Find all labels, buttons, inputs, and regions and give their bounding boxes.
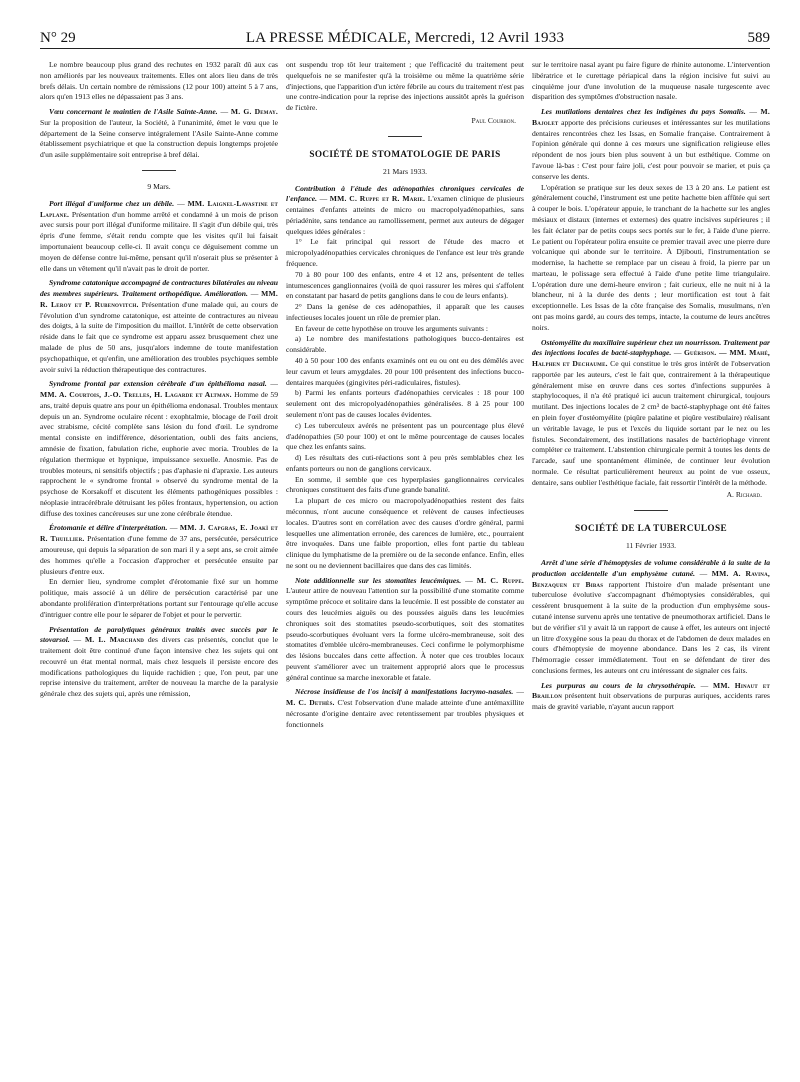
communication: Vœu concernant le maintien de l'Asile Sainte-Anne. — M. G. Demay. Sur la proposition de l'auteur, la Société, à l'unanimité, émet le vœu que le département de la Seine conserve intégralement l'Asile Sainte-Anne comme établissement psychiatrique et que la construction depuis longtemps projetée d'un asile supplémentaire soit entreprise à bref délai. <box>40 107 278 160</box>
paragraph-text: 40 à 50 pour 100 des enfants examinés ont eu ou ont eu des démêlés avec leur cavum et leurs amygdales. 20 pour 100 présentent des infections bucco-dentaires marquées (gingivites péri-radiculaires, fistules). <box>286 356 524 387</box>
article-paragraph <box>40 577 278 620</box>
paragraph-text: d) Les résultats des cuti-réactions sont à peu près semblables chez les enfants porteurs ou non de ganglions cervicaux. <box>286 453 524 473</box>
paragraph-text: présentent huit observations de purpuras auriques, accidents rares mais de gravité variable, n'ayant aucun rapport <box>532 691 770 712</box>
communication-title: Ostéomyélite du maxillaire supérieur chez un nourrisson. Traitement par des injections locales de bacté-staphyphage. <box>532 337 770 358</box>
communication-title: Vœu concernant le maintien de l'Asile Sainte-Anne. <box>49 107 218 117</box>
paragraph-text: 70 à 80 pour 100 des enfants, entre 4 et 12 ans, présentent de telles intumescences ganglionnaires (voilà de quoi rassurer les mères qui s'affolent en constatant par hasard de petits ganglions dans le cou de leurs enfants). <box>286 269 524 301</box>
communication: Port illégal d'uniforme chez un débile. — MM. Laignel-Lavastine et Laplane. Présentation d'un homme arrêté et condamné à un mois de prison avec sursis pour port illégal d'uniforme militaire. Il s'agit d'un débile qui, très épris d'une femme, s'était rendu compte que les visites qu'il lui faisait importunaient beaucoup celle-ci. Il avait conçu ce déguisement comme un moyen de défense contre lui-même, pensant qu'il n'oserait plus se présenter à elle dans un vêtement qu'il n'avait pas le droit de porter. <box>40 198 278 273</box>
article-paragraph <box>40 60 278 103</box>
communication-title: Nécrose insidieuse de l'os incisif à manifestations lacrymo-nasales. <box>295 687 514 697</box>
communication: Syndrome catatonique accompagné de contractures bilatérales au niveau des membres supérieurs. Traitement orthopédique. Amélioration. — MM. R. Leroy et P. Rubenovitch. Présentation d'une malade qui, au cours de l'évolution d'un syndrome catatonique, est atteinte de contractures au niveau des doigts, à la suite de l'imposition du maillot. L'intérêt de cette observation réside dans le fait que ce syndrome est apparu assez brusquement chez une malade de plus de 50 ans, jusqu'alors indemne de toute manifestation psychopathique, et qu'enfin, une amélioration des troubles psychiques semble avoir suivi la réduction thérapeutique des contractures. <box>40 278 278 374</box>
communication-authors: MM. R. Leroy et P. Rubenovitch. <box>40 289 278 309</box>
paragraph-text: Ce qui constitue le très gros intérêt de l'observation rapportée par les auteurs, c'est le fait que, contrairement à la thérapeutique généralement mise en œuvre dans ces sortes d'infections suppurées à staphylocoques, il n'a été pratiqué ici aucun traitement chirurgical, toujours mutilant. Des injections locales de 2 cm³ de bacté-staphyphage ont été faites en plein foyer d'ostéomyélite (piqûre palatine et piqûre vestibulaire) réalisant un véritable lavage, le pus et l'excès du liquide sortant par le nez ou les fistules. Secondairement, des instillations nasales de bactériophage vinrent compléter ce traitement. L'abstention chirurgicale permit à toutes les dents de l'arcade, sauf une spontanément éliminée, de continuer leur évolution normale. Ce résultat particulièrement heureux au point de vue osseux, dentaire, sans oublier l'esthétique faciale, fait ressortir l'intérêt de la méthode. <box>532 359 770 487</box>
session-date: 11 Février 1933. <box>625 541 677 551</box>
report-signature: A. Richard. <box>726 490 762 500</box>
paragraph-text: a) Le nombre des manifestations pathologiques bucco-dentaires est considérable. <box>286 334 524 355</box>
paragraph-text: Le nombre beaucoup plus grand des rechutes en 1932 paraît dû aux cas non améliorés par les nouveaux traitements. Elles ont alors lieu dans de très brefs délais. Un certain nombre de rémissions (12 pour 100) atteint 5 à 7 ans, alors qu'en 1913 elles ne dépassaient pas 3 ans. <box>40 60 278 102</box>
article-paragraph <box>286 237 524 269</box>
paragraph-text: En somme, il semble que ces hyperplasies ganglionnaires cervicales chroniques constituent des faits d'une grande banalité. <box>286 474 524 495</box>
article-paragraph <box>286 475 524 497</box>
communication-title: Syndrome frontal par extension cérébrale d'un épithélioma nasal. <box>49 379 267 389</box>
paragraph-text: 1° Le fait principal qui ressort de l'étude des macro et micropolyadénopathies cervicales chroniques de l'enfance est leur très grande fréquence. <box>286 237 524 268</box>
section-divider <box>142 170 176 171</box>
paragraph-text: c) Les tuberculeux avérés ne présentent pas un pourcentage plus élevé d'adénopathies (50 pour 100) et ont le même pourcentage de causes locales que chez les enfants sains. <box>286 420 524 452</box>
paragraph-text: Présentation d'une malade qui, au cours de l'évolution d'un syndrome catatonique, est atteinte de contractures au niveau des doigts, à la suite de l'imposition du maillot. L'intérêt de cette observation réside dans le fait que ce syndrome est apparu assez brusquement chez une malade de plus de 50 ans, jusqu'alors indemne de toute manifestation psychopathique, et qu'enfin, une amélioration des troubles psychiques semble avoir suivi la réduction thérapeutique des contractures. <box>40 299 278 374</box>
communication-authors: MM. Hinaut et Braillon <box>532 680 770 701</box>
paragraph-text: ont suspendu trop tôt leur traitement ; que l'efficacité du traitement peut quelquefois ne se manifester qu'à la troisième ou même la quatrième série d'injections, que l'apparition d'un ictère fébrile au cours du traitement n'est pas une contre-indication pour la reprise des injections aussitôt après la guérison de l'ictère. <box>286 60 524 113</box>
article-paragraph <box>286 421 524 453</box>
article-paragraph <box>286 60 524 114</box>
paragraph-text: En faveur de cette hypothèse on trouve les arguments suivants : <box>295 323 489 333</box>
section-divider <box>388 136 422 137</box>
paragraph-text: Homme de 59 ans, traité depuis quatre ans pour un épithélioma endonasal. Troubles mentaux depuis un an. Syndrome oculaire récent : exophtalmie, blocage de l'œil droit avec strabisme, cécité complète sans lésion du fond d'œil. Le syndrome mental consiste en indifférence, désorientation, oubli des faits anciens, amnésie de fixation, fabulation riche, euphorie avec moria. Troubles de la régulation thermique et hypnique, impuissance sexuelle. Anosmie. Pas de troubles moteurs, ni sensitifs objectifs ; pas d'aphasie ni d'apraxie. Les auteurs rapprochent le « syndrome frontal » observé du syndrome mental de la psychose de Korsakoff et discutent les éléments pathogéniques possibles : néoplasie intracérébrale détruisant les pôles frontaux, hypertension, ou action diffuse des toxines cancéreuses sur une zone cérébrale étendue. <box>40 390 278 518</box>
column-right <box>532 60 770 1065</box>
column-left <box>40 60 278 1065</box>
communication-authors: MM. C. Ruppe et R. Marie. <box>329 194 426 204</box>
communication: Contribution à l'étude des adénopathies chroniques cervicales de l'enfance. — MM. C. Ruppe et R. Marie. L'examen clinique de plusieurs centaines d'enfants atteints de micro ou macropolyadénopathies, sans périadénite, sans tendance au ramollissement, permet aux auteurs de dégager quelques idées générales : <box>286 183 524 236</box>
paragraph-text: L'auteur attire de nouveau l'attention sur la possibilité d'une stomatite comme symptôme précoce et solitaire dans la leucémie. Il est possible de constater au cours des leucémies aiguës ou des poussées aiguës dans les leucémies chroniques soit des stomatites pseudo-scorbutiques, soit des stomatites pseudo-scorbutiques évoluant vers la forme ulcéro-membraneuse, soit des stomatites d'emblée ulcéro-membraneuses. Ceci confirme le polymorphisme des lésions buccales dans cette affection. À noter que ces troubles locaux peuvent s'améliorer avec un traitement approprié alors que le processus général continue sa marche inexorable et fatale. <box>286 586 524 682</box>
communication: Les mutilations dentaires chez les indigènes du pays Somalis. — M. Bajolet apporte des précisions curieuses et intéressantes sur les mutilations dentaires rencontrées chez les Issas, en Somalie française. Contrairement à l'opinion générale qui donne à ces mœurs une signification religieuse elles répondent de nos jours bien plus souvent à un but esthétique. Comme on l'avoue là-bas : C'est pour faire joli, c'est pour pouvoir se marier, et puis ça conserve les dents. <box>532 107 770 181</box>
article-paragraph <box>286 453 524 475</box>
paragraph-text: Présentation d'une femme de 37 ans, persécutée, persécutrice amoureuse, qui depuis la séparation de son mari il y a sept ans, se croit aimée des hommes qu'elle a l'occasion d'approcher et persécutée ensuite par plusieurs d'entre eux. <box>40 534 278 576</box>
article-paragraph <box>532 60 770 103</box>
communication-authors: M. C. Dethès. <box>286 698 335 708</box>
article-paragraph <box>286 302 524 324</box>
communication: Note additionnelle sur les stomatites leucémiques. — M. C. Ruppe. L'auteur attire de nouveau l'attention sur la possibilité d'une stomatite comme symptôme précoce et solitaire dans la leucémie. Il est possible de constater au cours des leucémies aiguës ou des poussées aiguës dans les leucémies chroniques soit des stomatites pseudo-scorbutiques, soit des stomatites pseudo-scorbutiques évoluant vers la forme ulcéro-membraneuse, soit des stomatites d'emblée ulcéro-membraneuses. Ceci confirme le polymorphisme des lésions buccales dans cette affection. À noter que ces troubles locaux peuvent s'améliorer avec un traitement approprié alors que le processus général continue sa marche inexorable et fatale. <box>286 575 524 682</box>
article-paragraph <box>532 183 770 334</box>
section-divider <box>634 510 668 511</box>
communication-title: Arrêt d'une série d'hémoptysies de volume considérable à la suite de la production accidentelle d'un emphysème cutané. <box>532 558 770 578</box>
paragraph-text: b) Parmi les enfants porteurs d'adénopathies cervicales : 18 pour 100 seulement ont des micropolyadénopathies généralisées. 8 à 25 pour 100 seulement n'ont pas de causes locales évidentes. <box>286 388 524 419</box>
communication-authors: M. L. Marchand <box>84 635 145 645</box>
communication-authors: M. Bajolet <box>532 107 770 127</box>
communication: Syndrome frontal par extension cérébrale d'un épithélioma nasal. — MM. A. Courtois, J.-O. Trelles, H. Lagarde et Altman. Homme de 59 ans, traité depuis quatre ans pour un épithélioma endonasal. Troubles mentaux depuis un an. Syndrome oculaire récent : exophtalmie, blocage de l'œil droit avec strabisme, cécité complète sans lésion du fond d'œil. Le syndrome mental consiste en indifférence, désorientation, oubli des faits anciens, amnésie de fixation, fabulation riche, euphorie avec moria. Troubles de la régulation thermique et hypnique, impuissance sexuelle. Anosmie. Pas de troubles moteurs, ni sensitifs objectifs ; pas d'aphasie ni d'apraxie. Les auteurs rapprochent le « syndrome frontal » observé du syndrome mental de la psychose de Korsakoff et discutent les éléments pathogéniques possibles : néoplasie intracérébrale détruisant les pôles frontaux, hypertension, ou action diffuse des toxines cancéreuses sur une zone cérébrale étendue. <box>40 379 278 518</box>
communication: Érotomanie et délire d'interprétation. — MM. J. Capgras, E. Joakì et R. Thuillier. Présentation d'une femme de 37 ans, persécutée, persécutrice amoureuse, qui depuis la séparation de son mari il y a sept ans, se croit aimée des hommes qu'elle a l'occasion d'approcher et persécutée ensuite par plusieurs d'entre eux. <box>40 523 278 576</box>
society-heading: SOCIÉTÉ DE LA TUBERCULOSE <box>574 523 728 534</box>
society-heading: SOCIÉTÉ DE STOMATOLOGIE DE PARIS <box>309 148 501 159</box>
communication: Ostéomyélite du maxillaire supérieur chez un nourrisson. Traitement par des injections locales de bacté-staphyphage. — Guérison. — MM. Mahé, Halphen et Dechaume. Ce qui constitue le très gros intérêt de l'observation rapportée par les auteurs, c'est le fait que, contrairement à la thérapeutique généralement mise en œuvre dans ces sortes d'infections suppurées à staphylocoques, il n'a été pratiqué ici aucun traitement chirurgical, toujours mutilant. Des injections locales de 2 cm³ de bacté-staphyphage ont été faites en plein foyer d'ostéomyélite (piqûre palatine et piqûre vestibulaire) réalisant un véritable lavage, le pus et l'excès du liquide sortant par le nez ou les fistules. Secondairement, des instillations nasales de bactériophage vinrent compléter ce traitement. L'abstention chirurgicale permit à toutes les dents de l'arcade, sauf une spontanément éliminée, de continuer leur évolution normale. Ce résultat particulièrement heureux au point de vue osseux, dentaire, sans oublier l'esthétique faciale, fait ressortir l'intérêt de la méthode. <box>532 337 770 487</box>
article-paragraph <box>286 496 524 571</box>
paragraph-text: En dernier lieu, syndrome complet d'érotomanie fixé sur un homme politique, mais associé à un délire de persécution caractérisé par une abondante prolifération d'interprétations portant sur l'entourage qu'elle accuse d'intriguer contre elle pour le séparer de l'objet et pour le pervertir. <box>40 577 278 619</box>
communication-title: Les purpuras au cours de la chrysothérapie. <box>541 680 696 690</box>
article-paragraph <box>286 324 524 335</box>
session-date: 21 Mars 1933. <box>382 166 428 176</box>
paragraph-text: Sur la proposition de l'auteur, la Société, à l'unanimité, émet le vœu que le département de la Seine conserve intégralement l'Asile Sainte-Anne comme établissement psychiatrique et que la construction depuis longtemps projetée d'un asile supplémentaire soit entreprise à bref délai. <box>40 117 278 160</box>
paragraph-text: apporte des précisions curieuses et intéressantes sur les mutilations dentaires rencontrées chez les Issas, en Somalie française. Contrairement à l'opinion générale qui donne à ces mœurs une signification religieuse elles répondent de nos jours bien plus souvent à un but esthétique. Comme on l'avoue là-bas : C'est pour faire joli, c'est pour pouvoir se marier, et puis ça conserve les dents. <box>532 117 770 181</box>
journal-title: LA PRESSE MÉDICALE, Mercredi, 12 Avril 1933 <box>245 30 565 46</box>
communication: Arrêt d'une série d'hémoptysies de volume considérable à la suite de la production accidentelle d'un emphysème cutané. — MM. A. Ravina, Benzaquen et Bibas rapportent l'histoire d'un malade présentant une tuberculose évolutive s'accompagnant d'hémoptysies considérables, qui cessèrent brusquement à la suite de la production d'un emphysème sous-cutané intense survenu après une tentative de pneumothorax artificiel. Dans le but de vérifier s'il y avait là un rapport de cause à effet, les auteurs ont injecté un litre d'oxygène sous la peau du thorax et de l'abdomen de deux malades en cours d'hémoptysie de moyenne abondance. Dans les 2 cas, ils virent l'hémorragie cesser immédiatement. Tout en se défendant de tirer des conclusions fermes, les auteurs ont cru intéressant de signaler ces faits. <box>532 558 770 675</box>
column-middle <box>286 60 524 1065</box>
communication-title: Syndrome catatonique accompagné de contractures bilatérales au niveau des membres supérieurs. Traitement orthopédique. Amélioration. <box>40 278 278 299</box>
communication-authors: MM. A. Courtois, J.-O. Trelles, H. Lagarde et Altman. <box>40 390 232 400</box>
communication-title: Contribution à l'étude des adénopathies chroniques cervicales de l'enfance. <box>286 183 524 204</box>
communication-authors: MM. A. Ravina, Benzaquen et Bibas <box>532 568 770 589</box>
paragraph-text: des divers cas présentés, conclut que le traitement doit être continué d'une façon intensive chez les sujets qui ont recouvré un état mental normal, mais chez lesquels il persiste encore des modifications pathologiques du liquide rachidien ; que, l'on peut, par une reprise intensive du traitement, arrêter de nouveau la marche de la paralysie générale chez des sujets qui, après une rémission, <box>40 635 278 699</box>
article-paragraph <box>286 334 524 356</box>
communication-title: Érotomanie et délire d'interprétation. <box>49 523 168 533</box>
report-signature: Paul Courbon. <box>471 115 516 125</box>
communication-authors: M. G. Demay. <box>230 107 278 117</box>
article-paragraph <box>286 388 524 420</box>
paragraph-text: Présentation d'un homme arrêté et condamné à un mois de prison avec sursis pour port illégal d'uniforme militaire. Il s'agit d'un débile qui, très épris d'une femme, s'était rendu compte que les visites qu'il lui faisait importunaient beaucoup celle-ci. Il avait conçu ce déguisement comme un moyen de défense contre lui-même, pensant qu'il n'oserait plus se présenter à elle dans un vêtement qu'il n'avait pas le droit de porter. <box>40 209 278 273</box>
communication-title: Port illégal d'uniforme chez un débile. <box>49 198 175 208</box>
communication-authors: Guérison. — MM. Mahé, Halphen et Dechaume. <box>532 348 770 369</box>
communication-authors: MM. J. Capgras, E. Joakì et R. Thuillier. <box>40 523 278 544</box>
communication-title: Note additionnelle sur les stomatites leucémiques. <box>295 575 462 585</box>
communication: Les purpuras au cours de la chrysothérapie. — MM. Hinaut et Braillon présentent huit observations de purpuras auriques, accidents rares mais de gravité variable, n'ayant aucun rapport <box>532 680 770 712</box>
paragraph-text: rapportent l'histoire d'un malade présentant une tuberculose évolutive s'accompagnant d'hémoptysies considérables, qui cessèrent brusquement à la suite de la production d'un emphysème sous-cutané intense survenu après une tentative de pneumothorax artificiel. Dans le but de vérifier s'il y avait là un rapport de cause à effet, les auteurs ont injecté un litre d'oxygène sous la peau du thorax et de l'abdomen de deux malades en cours d'hémoptysie de moyenne abondance. Dans les 2 cas, ils virent l'hémorragie cesser immédiatement. Tout en se défendant de tirer des conclusions fermes, les auteurs ont cru intéressant de signaler ces faits. <box>532 579 770 675</box>
session-date: 9 Mars. <box>147 182 171 192</box>
header-rule <box>40 48 770 49</box>
communication-authors: M. C. Ruppe. <box>476 575 524 585</box>
paragraph-text: L'opération se pratique sur les deux sexes de 13 à 20 ans. Le patient est généralement couché, l'instrument est une petite hachette bien affûtée qui sert à couper le bois. L'opérateur appuie, le tranchant de la hachette sur les angles mésiaux et distaux (internes et externes) des quatre incisives supérieures ; il les fait éclater par de petits coups secs portés sur le fer, à l'aide d'une pierre. Le patient ou l'opérateur polira ensuite ce premier travail avec une pierre dure volcanique qui abonde sur le territoire. À Djibouti, l'instrumentation se modernise, la hachette se remplace par un ciseau à froid, la pierre par un marteau, le polissage sera effectué à l'aide d'une petite lime triangulaire. L'opération dure une demi-heure environ ; fait curieux, elle ne nuit ni à la blancheur, ni à la durée des dents ; leur mortification est tout à fait exceptionnelle. Les Issas de la côte française des Somalis, musulmans, n'en ont pas moins gardé, au cours des temps, intacte, la coutume de leurs ancêtres noirs. <box>532 182 770 332</box>
communication-authors: MM. Laignel-Lavastine et Laplane. <box>40 198 278 219</box>
paragraph-text: L'examen clinique de plusieurs centaines d'enfants atteints de micro ou macropolyadénopathies, sans périadénite, sans tendance au ramollissement, permet aux auteurs de dégager quelques idées générales : <box>286 194 524 236</box>
issue-number: N° 29 <box>40 30 76 46</box>
communication: Nécrose insidieuse de l'os incisif à manifestations lacrymo-nasales. — M. C. Dethès. C'est l'observation d'une malade atteinte d'une antémaxillite nécrosante d'origine dentaire avec retentissement par troubles physiques et fonctionnels <box>286 687 524 729</box>
paragraph-text: C'est l'observation d'une malade atteinte d'une antémaxillite nécrosante d'origine dentaire avec retentissement par troubles physiques et fonctionnels <box>286 698 524 729</box>
communication-title: Présentation de paralytiques généraux traités avec succès par le stovarsol. <box>40 624 278 645</box>
page-number: 589 <box>747 30 770 46</box>
communication-title: Les mutilations dentaires chez les indigènes du pays Somalis. <box>541 107 746 117</box>
article-paragraph <box>286 270 524 302</box>
paragraph-text: La plupart de ces micro ou macropolyadénopathies restent des faits méconnus, n'ont aucune conséquence et relèvent de causes infectieuses locales. D'autres sont en corrélation avec des causes d'ordre général, parmi lesquelles une alimentation erronée, des carences de lumière, etc., pourraient être invoquées. Dans une faible proportion, elles font partie du tableau clinique du lymphatisme de la première ou de la seconde enfance. Enfin, elles ne sont ou ne deviennent bacillaires que dans des cas limités. <box>286 496 524 570</box>
paragraph-text: 2° Dans la genèse de ces adénopathies, il apparaît que les causes infectieuses locales jouent un rôle de premier plan. <box>286 302 524 322</box>
paragraph-text: sur le territoire nasal ayant pu faire figure de rhinite autonome. L'intervention libératrice et le curettage périapical dans la région incisive fut suivi au cinquième jour d'une involution de la muqueuse nasale turgescente avec disparition des symptômes d'obstruction nasale. <box>532 60 770 102</box>
article-paragraph <box>286 356 524 388</box>
communication: Présentation de paralytiques généraux traités avec succès par le stovarsol. — M. L. Marchand des divers cas présentés, conclut que le traitement doit être continué d'une façon intensive chez les sujets qui ont recouvré un état mental normal, mais chez lesquels il persiste encore des modifications pathologiques du liquide rachidien ; que, l'on peut, par une reprise intensive du traitement, arrêter de nouveau la marche de la paralysie générale chez des sujets qui, après une rémission, <box>40 624 278 699</box>
